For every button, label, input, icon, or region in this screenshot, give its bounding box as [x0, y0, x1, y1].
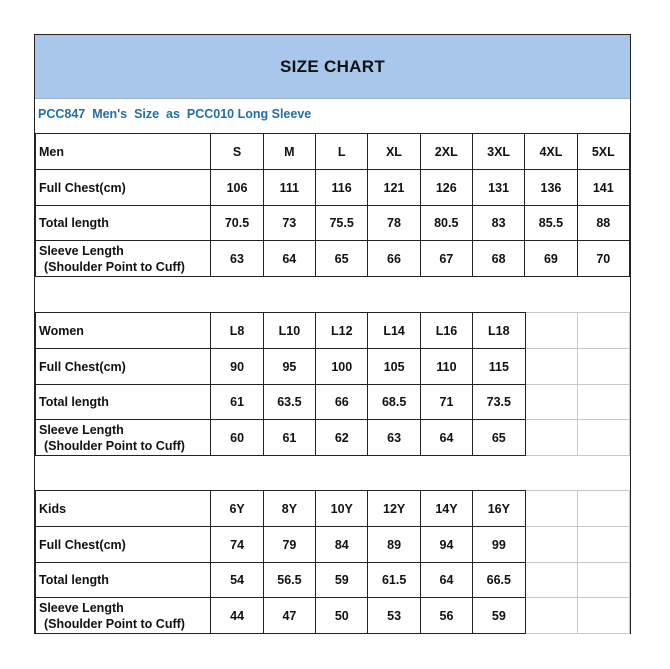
measurement-row: [36, 420, 630, 456]
size-label: 4XL: [525, 134, 577, 170]
measurement-label: [36, 420, 211, 456]
measurement-value: 116: [315, 170, 367, 206]
measurement-value: 89: [368, 527, 420, 563]
measurement-value: 54: [211, 563, 263, 598]
measurement-value: 50: [316, 598, 368, 634]
empty-cell: [525, 491, 577, 527]
measurement-row: [36, 385, 630, 420]
measurement-value: 68.5: [368, 385, 420, 420]
measurement-value: 115: [473, 349, 525, 385]
chart-subtitle: PCC847 Men's Size as PCC010 Long Sleeve: [38, 107, 312, 121]
measurement-value: 80.5: [420, 206, 472, 241]
measurement-value: 90: [211, 349, 263, 385]
measurement-value: 136: [525, 170, 577, 206]
empty-cell: [525, 349, 577, 385]
empty-cell: [577, 313, 629, 349]
measurement-value: 65: [315, 241, 367, 277]
measurement-value: 61: [263, 420, 315, 456]
empty-cell: [525, 527, 577, 563]
measurement-label: [36, 563, 211, 598]
measurement-value: 63: [368, 420, 420, 456]
empty-cell: [577, 349, 629, 385]
measurement-value: 78: [368, 206, 420, 241]
measurement-row: [36, 170, 630, 206]
measurement-value: 79: [263, 527, 315, 563]
measurement-value: 73.5: [473, 385, 525, 420]
size-header-row: [36, 313, 630, 349]
size-label: L18: [473, 313, 525, 349]
empty-cell: [577, 491, 629, 527]
measurement-value: 70: [577, 241, 629, 277]
empty-cell: [525, 385, 577, 420]
measurement-value: 56: [420, 598, 472, 634]
size-label: 2XL: [420, 134, 472, 170]
size-label: L14: [368, 313, 420, 349]
measurement-value: 83: [472, 206, 524, 241]
measurement-value: 94: [420, 527, 472, 563]
measurement-value: 100: [316, 349, 368, 385]
measurement-value: 65: [473, 420, 525, 456]
size-label: L12: [316, 313, 368, 349]
measurement-value: 68: [472, 241, 524, 277]
measurement-label-text: Sleeve Length: [39, 600, 124, 615]
size-label: 14Y: [420, 491, 472, 527]
empty-cell: [525, 313, 577, 349]
size-label: 12Y: [368, 491, 420, 527]
measurement-value: 66.5: [473, 563, 525, 598]
measurement-value: 64: [420, 420, 472, 456]
size-header-row: [36, 491, 630, 527]
measurement-label-text: Sleeve Length: [39, 422, 124, 437]
measurement-value: 74: [211, 527, 263, 563]
measurement-value: 63.5: [263, 385, 315, 420]
measurement-value: 63: [211, 241, 263, 277]
measurement-value: 95: [263, 349, 315, 385]
measurement-value: 59: [473, 598, 525, 634]
measurement-value: 88: [577, 206, 629, 241]
empty-cell: [525, 563, 577, 598]
size-label: L: [315, 134, 367, 170]
measurement-value: 61: [211, 385, 263, 420]
women-size-table: [35, 312, 630, 456]
measurement-label-text: Total length: [39, 395, 109, 409]
size-label: 10Y: [316, 491, 368, 527]
measurement-label-text: Total length: [39, 573, 109, 587]
size-label: M: [263, 134, 315, 170]
measurement-label-text: Full Chest(cm): [39, 180, 126, 195]
size-label: L16: [420, 313, 472, 349]
measurement-value: 53: [368, 598, 420, 634]
measurement-value: 44: [211, 598, 263, 634]
measurement-label-note: (Shoulder Point to Cuff): [44, 616, 185, 631]
empty-cell: [577, 598, 629, 634]
measurement-row: [36, 598, 630, 634]
measurement-value: 69: [525, 241, 577, 277]
size-label: 6Y: [211, 491, 263, 527]
measurement-value: 67: [420, 241, 472, 277]
size-label: S: [211, 134, 263, 170]
empty-cell: [577, 420, 629, 456]
kids-size-table: [35, 490, 630, 634]
measurement-value: 59: [316, 563, 368, 598]
measurement-value: 66: [368, 241, 420, 277]
measurement-value: 126: [420, 170, 472, 206]
size-label: XL: [368, 134, 420, 170]
measurement-label: [36, 206, 211, 241]
men-size-table: [35, 133, 630, 277]
section-header: Kids: [36, 491, 211, 527]
measurement-value: 85.5: [525, 206, 577, 241]
size-header-row: [36, 134, 630, 170]
measurement-label: [36, 170, 211, 206]
measurement-value: 56.5: [263, 563, 315, 598]
measurement-value: 131: [472, 170, 524, 206]
measurement-label-note: (Shoulder Point to Cuff): [44, 259, 185, 274]
measurement-row: [36, 527, 630, 563]
size-chart: [34, 34, 631, 634]
measurement-value: 73: [263, 206, 315, 241]
size-label: 5XL: [577, 134, 629, 170]
measurement-label-text: Total length: [39, 216, 109, 230]
chart-title: SIZE CHART: [280, 56, 385, 76]
measurement-value: 70.5: [211, 206, 263, 241]
measurement-label: [36, 598, 211, 634]
measurement-label: [36, 527, 211, 563]
measurement-label-note: (Shoulder Point to Cuff): [44, 438, 185, 453]
empty-cell: [525, 598, 577, 634]
size-label: 3XL: [472, 134, 524, 170]
empty-cell: [577, 385, 629, 420]
title-bar: [35, 35, 630, 99]
measurement-value: 64: [420, 563, 472, 598]
measurement-value: 64: [263, 241, 315, 277]
measurement-label: [36, 349, 211, 385]
measurement-value: 105: [368, 349, 420, 385]
measurement-value: 75.5: [315, 206, 367, 241]
measurement-value: 106: [211, 170, 263, 206]
measurement-label-text: Sleeve Length: [39, 243, 124, 258]
empty-cell: [525, 420, 577, 456]
measurement-label: [36, 385, 211, 420]
measurement-value: 84: [316, 527, 368, 563]
measurement-value: 141: [577, 170, 629, 206]
measurement-row: [36, 563, 630, 598]
measurement-value: 47: [263, 598, 315, 634]
measurement-value: 62: [316, 420, 368, 456]
measurement-value: 110: [420, 349, 472, 385]
size-label: L10: [263, 313, 315, 349]
size-label: 16Y: [473, 491, 525, 527]
section-header: Women: [36, 313, 211, 349]
measurement-value: 111: [263, 170, 315, 206]
measurement-label: [36, 241, 211, 277]
measurement-value: 121: [368, 170, 420, 206]
measurement-value: 99: [473, 527, 525, 563]
section-header: Men: [36, 134, 211, 170]
measurement-label-text: Full Chest(cm): [39, 537, 126, 552]
empty-cell: [577, 527, 629, 563]
measurement-label-text: Full Chest(cm): [39, 359, 126, 374]
measurement-value: 61.5: [368, 563, 420, 598]
measurement-row: [36, 241, 630, 277]
measurement-row: [36, 349, 630, 385]
empty-cell: [577, 563, 629, 598]
measurement-value: 60: [211, 420, 263, 456]
measurement-value: 66: [316, 385, 368, 420]
size-label: 8Y: [263, 491, 315, 527]
size-label: L8: [211, 313, 263, 349]
measurement-value: 71: [420, 385, 472, 420]
measurement-row: [36, 206, 630, 241]
